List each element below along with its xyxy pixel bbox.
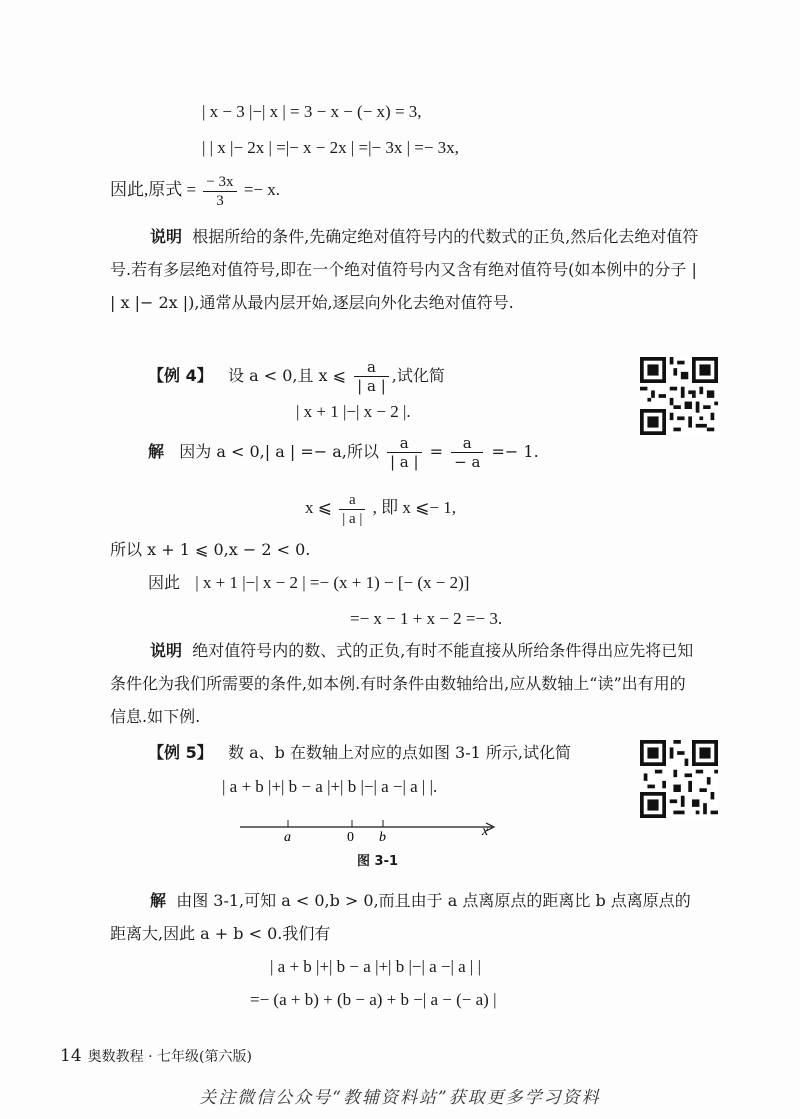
page-number: 14 xyxy=(60,1046,82,1066)
note-paragraph-2 xyxy=(110,634,700,733)
fraction-denominator: | a | xyxy=(357,377,386,395)
condition-line xyxy=(305,488,456,528)
example-5-solution xyxy=(110,884,700,950)
math-line-3-pre: 因此,原式 = xyxy=(110,180,197,199)
number-line-figure xyxy=(230,815,510,845)
example-label: 【例 5】 xyxy=(148,743,213,762)
page-footer xyxy=(60,1046,252,1066)
example-intro: 数 a、b 在数轴上对应的点如图 3-1 所示,试化简 xyxy=(227,743,571,762)
math-line-3-post: =− x. xyxy=(243,180,280,199)
fraction xyxy=(387,434,422,471)
solution-line-1: | a + b |+| b − a |+| b |−| a −| a | | xyxy=(270,957,481,976)
fraction-numerator: a xyxy=(354,358,389,377)
fraction-numerator: a xyxy=(387,434,422,453)
solution-line-2: =− (a + b) + (b − a) + b −| a − (− a) | xyxy=(250,990,497,1009)
math-line-3 xyxy=(110,170,280,210)
figure-caption: 图 3-1 xyxy=(357,854,399,869)
label-0: 0 xyxy=(347,830,354,845)
book-title: 奥数教程 · 七年级(第六版) xyxy=(87,1049,252,1065)
note-paragraph-1 xyxy=(110,220,700,319)
equals: = xyxy=(429,442,444,461)
note-text: 绝对值符号内的数、式的正负,有时不能直接从所给条件得出应先将已知条件化为我们所需要的条件,如本例.有时条件由数轴给出,应从数轴上“读”出有用的信息.如下例. xyxy=(110,641,694,726)
example-4-heading xyxy=(148,358,445,395)
qr-code xyxy=(640,740,718,818)
condition-post: , 即 x ⩽− 1, xyxy=(372,498,457,517)
example-4-expression: | x + 1 |−| x − 2 |. xyxy=(296,402,411,421)
math-line-1: | x − 3 |−| x | = 3 − x − (− x) = 3, xyxy=(202,102,422,121)
label-a: a xyxy=(284,830,291,845)
fraction-numerator: a xyxy=(451,434,483,453)
example-5-expression: | a + b |+| b − a |+| b |−| a −| a | |. xyxy=(222,777,438,796)
fraction xyxy=(339,491,365,528)
hence-line-1 xyxy=(148,568,469,598)
solution-post: =− 1. xyxy=(491,442,539,461)
condition-pre: x ⩽ xyxy=(305,498,332,517)
fraction xyxy=(451,434,483,471)
label-x: x xyxy=(482,824,489,839)
solution-text: 由图 3-1,可知 a < 0,b > 0,而且由于 a 点离原点的距离比 b 点离原点的距离大,因此 a + b < 0.我们有 xyxy=(110,891,691,943)
fraction-denominator: 3 xyxy=(216,192,224,209)
math-line-2: | | x |− 2x | =|− x − 2x | =|− 3x | =− 3x, xyxy=(202,138,459,157)
fraction xyxy=(354,358,389,395)
example-5-heading xyxy=(148,738,571,768)
example-4-solution xyxy=(148,432,539,472)
hence-label: 因此 xyxy=(148,573,181,592)
note-label: 说明 xyxy=(150,227,183,246)
solution-label: 解 xyxy=(150,891,167,910)
hence-line-2: =− x − 1 + x − 2 =− 3. xyxy=(350,609,503,628)
qr-code xyxy=(640,357,718,435)
fraction-denominator: − a xyxy=(454,453,481,471)
fraction-denominator: | a | xyxy=(389,453,419,471)
example-label: 【例 4】 xyxy=(148,366,213,385)
solution-pre: 因为 a < 0,| a | =− a,所以 xyxy=(179,442,379,461)
note-label: 说明 xyxy=(150,641,183,660)
label-b: b xyxy=(379,830,386,845)
example-intro: 设 a < 0,且 x ⩽ xyxy=(227,366,347,385)
hence-expression: | x + 1 |−| x − 2 | =− (x + 1) − [− (x − 2)] xyxy=(195,573,470,592)
fraction-numerator: − 3x xyxy=(203,173,236,192)
example-intro-post: ,试化简 xyxy=(391,366,445,385)
fraction-numerator: a xyxy=(339,491,365,510)
note-text: 根据所给的条件,先确定绝对值符号内的代数式的正负,然后化去绝对值符号.若有多层绝对值符号,即在一个绝对值符号内又含有绝对值符号(如本例中的分子 | | x |− 2x |),通常从最内层开始,逐层向外化去绝对值符号. xyxy=(110,227,699,312)
fraction xyxy=(203,173,236,210)
so-line: 所以 x + 1 ⩽ 0,x − 2 < 0. xyxy=(110,540,311,559)
watermark-note: 关注微信公众号“教辅资料站”获取更多学习资料 xyxy=(199,1088,601,1108)
fraction-denominator: | a | xyxy=(342,510,363,527)
solution-label: 解 xyxy=(148,442,165,461)
